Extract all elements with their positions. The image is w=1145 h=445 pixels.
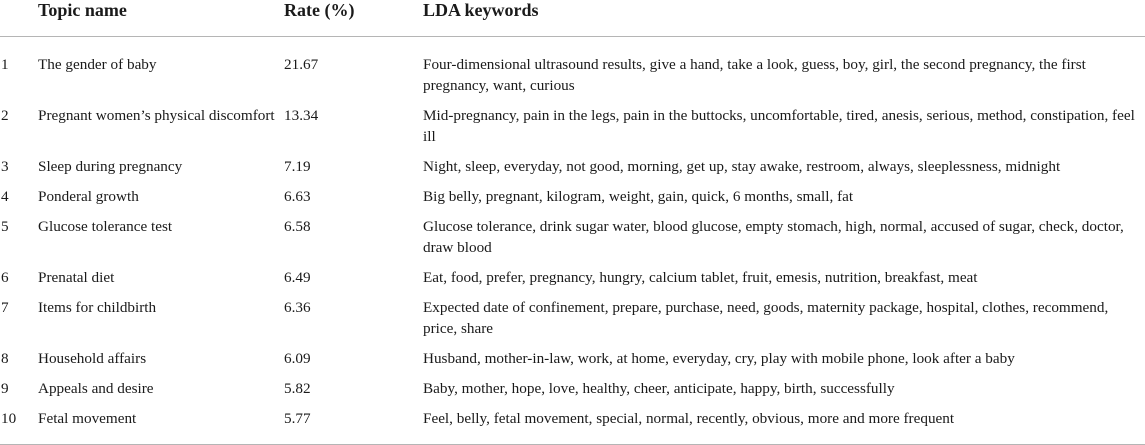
header-topic-name: Topic name bbox=[38, 0, 284, 37]
row-keywords: Big belly, pregnant, kilogram, weight, gain, quick, 6 months, small, fat bbox=[423, 188, 854, 205]
row-number: 5 bbox=[1, 218, 9, 235]
row-keywords: Glucose tolerance, drink sugar water, blood glucose, empty stomach, high, normal, accused of sugar, check, doctor, draw blood bbox=[423, 218, 1124, 256]
table-row bbox=[0, 340, 1145, 370]
row-keywords: Baby, mother, hope, love, healthy, cheer, anticipate, happy, birth, successfully bbox=[423, 380, 895, 397]
table-row bbox=[0, 178, 1145, 208]
row-topic: Ponderal growth bbox=[38, 188, 139, 205]
row-rate: 6.63 bbox=[284, 188, 311, 205]
row-rate: 6.36 bbox=[284, 299, 311, 316]
table-row bbox=[0, 370, 1145, 400]
row-number: 7 bbox=[1, 299, 9, 316]
row-topic: Items for childbirth bbox=[38, 299, 157, 316]
row-rate: 5.82 bbox=[284, 380, 311, 397]
table-row bbox=[0, 289, 1145, 340]
row-rate: 5.77 bbox=[284, 400, 423, 445]
header-rate: Rate (%) bbox=[284, 0, 423, 37]
row-keywords: Expected date of confinement, prepare, purchase, need, goods, maternity package, hospital, clothes, recommend, price, share bbox=[423, 299, 1109, 337]
table-row bbox=[0, 400, 1145, 445]
row-number: 8 bbox=[1, 350, 9, 367]
row-number: 2 bbox=[1, 107, 9, 124]
header-lda-keywords: LDA keywords bbox=[423, 0, 1145, 37]
row-rate: 6.09 bbox=[284, 350, 311, 367]
row-number: 9 bbox=[1, 380, 9, 397]
header-row bbox=[0, 0, 1145, 37]
table-row bbox=[0, 148, 1145, 178]
row-topic: Prenatal diet bbox=[38, 269, 115, 286]
row-topic: Glucose tolerance test bbox=[38, 218, 173, 235]
row-rate: 6.49 bbox=[284, 269, 311, 286]
row-keywords: Four-dimensional ultrasound results, give a hand, take a look, guess, boy, girl, the second pregnancy, the first pregnancy, want, curious bbox=[423, 56, 1086, 94]
row-number: 10 bbox=[0, 400, 38, 445]
row-keywords: Husband, mother-in-law, work, at home, everyday, cry, play with mobile phone, look after a baby bbox=[423, 350, 1015, 367]
table-row bbox=[0, 208, 1145, 259]
table-body bbox=[0, 37, 1145, 445]
row-topic: The gender of baby bbox=[38, 56, 157, 73]
row-number: 4 bbox=[1, 188, 9, 205]
table-header bbox=[0, 0, 1145, 37]
row-keywords: Night, sleep, everyday, not good, morning, get up, stay awake, restroom, always, sleeplessness, midnight bbox=[423, 158, 1061, 175]
table-row bbox=[0, 37, 1145, 98]
row-rate: 21.67 bbox=[284, 56, 319, 73]
row-number: 1 bbox=[1, 56, 9, 73]
row-topic: Appeals and desire bbox=[38, 380, 154, 397]
row-keywords: Eat, food, prefer, pregnancy, hungry, calcium tablet, fruit, emesis, nutrition, breakfast, meat bbox=[423, 269, 978, 286]
table-row bbox=[0, 259, 1145, 289]
table-row bbox=[0, 97, 1145, 148]
row-rate: 7.19 bbox=[284, 158, 311, 175]
row-rate: 13.34 bbox=[284, 107, 319, 124]
row-topic: Pregnant women’s physical discomfort bbox=[38, 107, 275, 124]
row-keywords: Mid-pregnancy, pain in the legs, pain in the buttocks, uncomfortable, tired, anesis, serious, method, constipation, feel ill bbox=[423, 107, 1135, 145]
row-topic: Household affairs bbox=[38, 350, 147, 367]
row-topic: Fetal movement bbox=[38, 400, 284, 445]
header-number bbox=[0, 0, 38, 37]
row-number: 6 bbox=[1, 269, 9, 286]
row-number: 3 bbox=[1, 158, 9, 175]
row-rate: 6.58 bbox=[284, 218, 311, 235]
row-keywords: Feel, belly, fetal movement, special, normal, recently, obvious, more and more frequent bbox=[423, 400, 1145, 445]
row-topic: Sleep during pregnancy bbox=[38, 158, 183, 175]
